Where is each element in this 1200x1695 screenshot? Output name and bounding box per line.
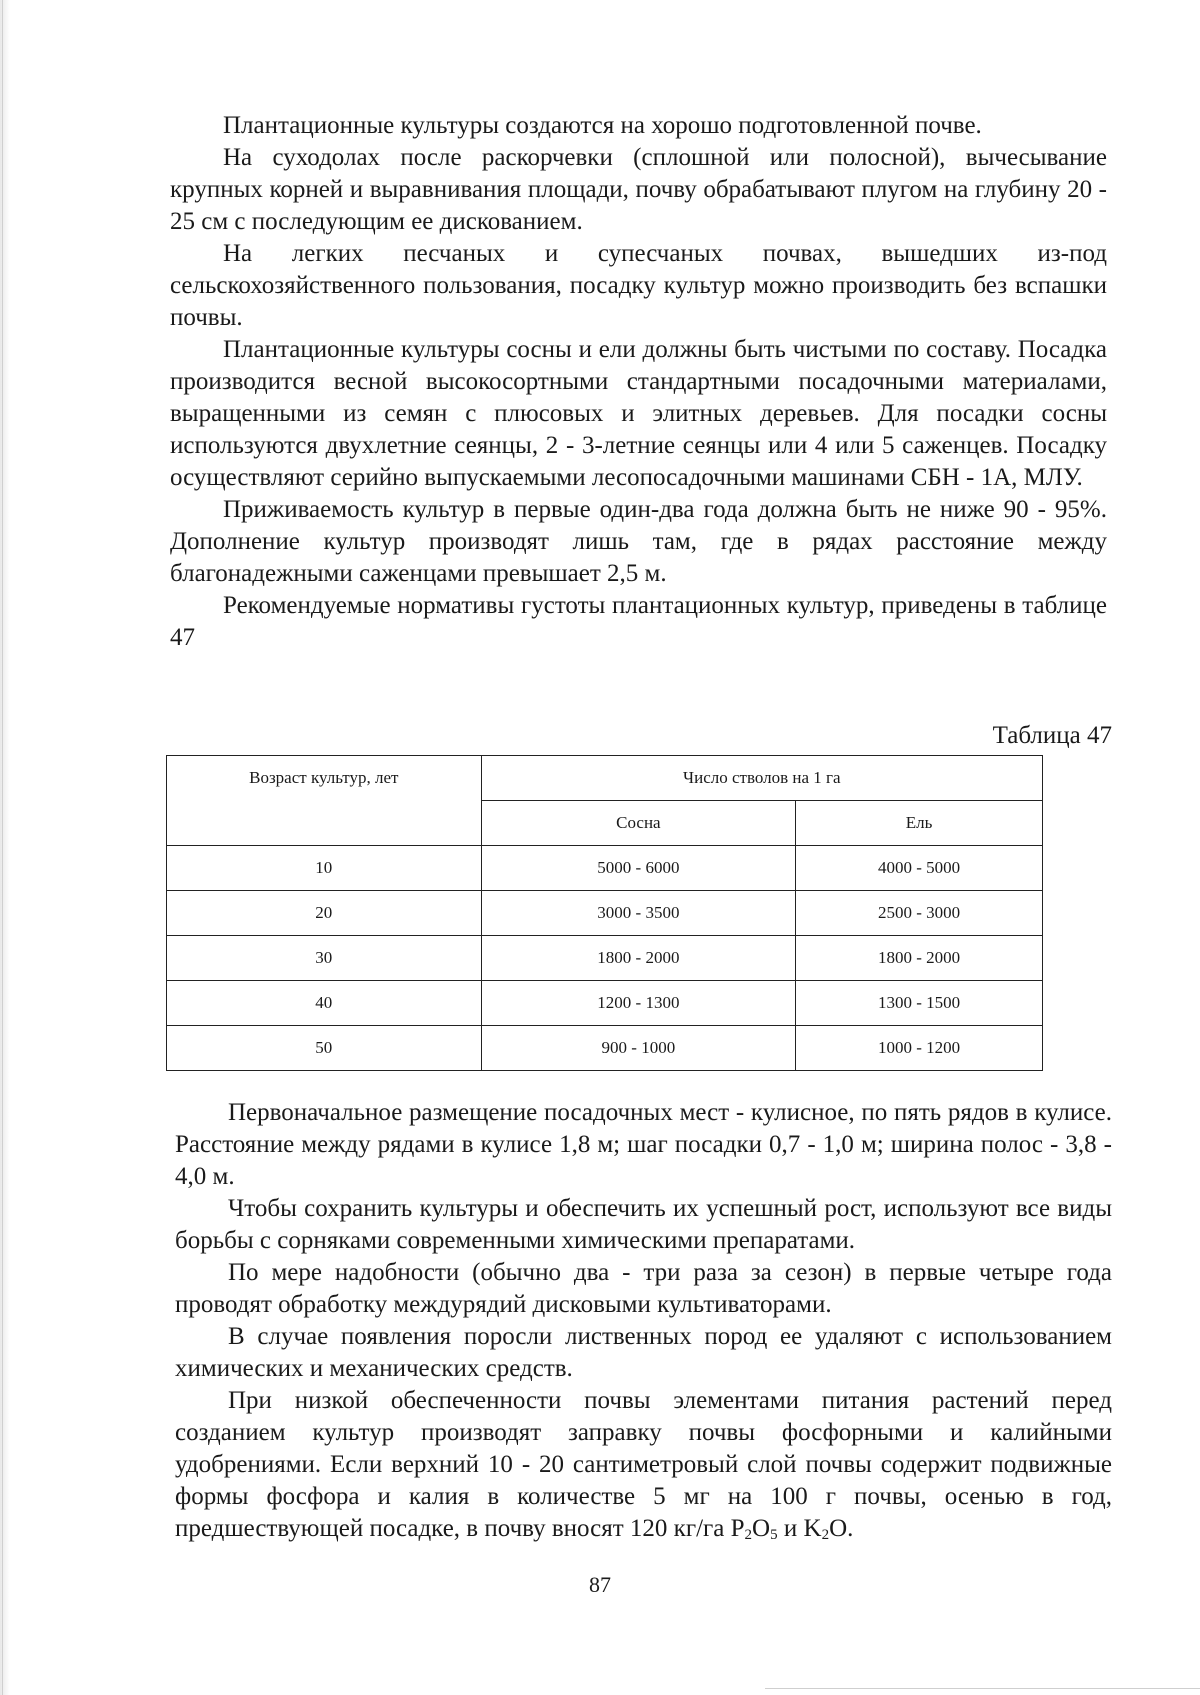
page-number: 87 — [589, 1572, 611, 1597]
table-caption: Таблица 47 — [992, 722, 1112, 749]
table-row — [167, 936, 1043, 981]
subscript: 2 — [744, 1527, 753, 1543]
scan-bottom-line — [765, 1688, 1200, 1689]
cell-pine: 1200 - 1300 — [481, 981, 796, 1026]
subscript: 2 — [821, 1527, 830, 1543]
cell-pine: 5000 - 6000 — [481, 846, 796, 891]
header-spruce: Ель — [796, 801, 1043, 846]
element-o: O — [829, 1515, 848, 1542]
paragraph: По мере надобности (обычно два - три раза за сезон) в первые четыре года проводят обработку междурядий дисковыми культиваторами. — [175, 1259, 1112, 1318]
header-age: Возраст культур, лет — [167, 756, 482, 846]
paragraph-fertilizer — [175, 1385, 1112, 1545]
cell-age: 20 — [167, 891, 482, 936]
scan-edge-line — [2, 0, 3, 1695]
table-row — [167, 891, 1043, 936]
cell-pine: 1800 - 2000 — [481, 936, 796, 981]
subscript: 5 — [770, 1527, 778, 1543]
header-trunks-per-ha: Число стволов на 1 га — [481, 756, 1042, 801]
paragraph: В случае появления поросли лиственных пород ее удаляют с использованием химических и механических средств. — [175, 1323, 1112, 1382]
cell-age: 10 — [167, 846, 482, 891]
paragraph: На суходолах после раскорчевки (сплошной или полосной), вычесывание крупных корней и выравнивания площади, почву обрабатывают плугом на глубину 20 - 25 см с последующим ее дискованием. — [170, 144, 1107, 235]
paragraph: Плантационные культуры создаются на хорошо подготовленной почве. — [223, 112, 982, 139]
element-o: O — [752, 1515, 771, 1542]
fertilizer-text: При низкой обеспеченности почвы элементами питания растений перед созданием культур производят заправку почвы фосфорными и калийными удобрениями. Если верхний 10 - 20 сантиметровый слой почвы содержит подвижные формы фосфора и калия в количестве 5 мг на 100 г почвы, осенью в год, предшествующей посадке, в почву вносят 120 кг/га — [175, 1387, 1112, 1542]
cell-spruce: 1300 - 1500 — [796, 981, 1043, 1026]
paragraph: Рекомендуемые нормативы густоты плантационных культур, приведены в таблице 47 — [170, 592, 1107, 651]
element-p: P — [730, 1515, 745, 1542]
text-block-top — [170, 110, 1107, 654]
cell-spruce: 1000 - 1200 — [796, 1026, 1043, 1071]
cell-spruce: 1800 - 2000 — [796, 936, 1043, 981]
header-pine: Сосна — [481, 801, 796, 846]
cell-age: 50 — [167, 1026, 482, 1071]
cell-spruce: 4000 - 5000 — [796, 846, 1043, 891]
conjunction: и — [777, 1515, 804, 1542]
paragraph: На легких песчаных и супесчаных почвах, вышедших из-под сельскохозяйственного пользования, посадку культур можно производить без вспашки почвы. — [170, 240, 1107, 331]
cell-spruce: 2500 - 3000 — [796, 891, 1043, 936]
density-table — [166, 755, 1043, 1071]
formula-p2o5 — [731, 1515, 778, 1542]
formula-k2o — [804, 1515, 848, 1542]
cell-age: 40 — [167, 981, 482, 1026]
table-row — [167, 1026, 1043, 1071]
cell-pine: 3000 - 3500 — [481, 891, 796, 936]
table-row — [167, 846, 1043, 891]
cell-pine: 900 - 1000 — [481, 1026, 796, 1071]
table-row — [167, 981, 1043, 1026]
text-block-bottom — [175, 1097, 1112, 1545]
table-header-row — [167, 756, 1043, 801]
element-k: K — [803, 1515, 822, 1542]
sentence-end: . — [847, 1515, 854, 1542]
paragraph: Чтобы сохранить культуры и обеспечить их успешный рост, используют все виды борьбы с сорняками современными химическими препаратами. — [175, 1195, 1112, 1254]
paragraph: Приживаемость культур в первые один-два года должна быть не ниже 90 - 95%. Дополнение культур производят лишь там, где в рядах расстояние между благонадежными саженцами превышает 2,5 м. — [170, 496, 1107, 587]
paragraph: Первоначальное размещение посадочных мест - кулисное, по пять рядов в кулисе. Расстояние между рядами в кулисе 1,8 м; шаг посадки 0,7 - 1,0 м; ширина полос - 3,8 - 4,0 м. — [175, 1099, 1112, 1190]
paragraph: Плантационные культуры сосны и ели должны быть чистыми по составу. Посадка производится весной высокосортными стандартными посадочными материалами, выращенными из семян с плюсовых и элитных деревьев. Для посадки сосны используются двухлетние сеянцы, 2 - 3-летние сеянцы или 4 или 5 саженцев. Посадку осуществляют серийно выпускаемыми лесопосадочными машинами СБН - 1А, МЛУ. — [170, 336, 1107, 491]
cell-age: 30 — [167, 936, 482, 981]
